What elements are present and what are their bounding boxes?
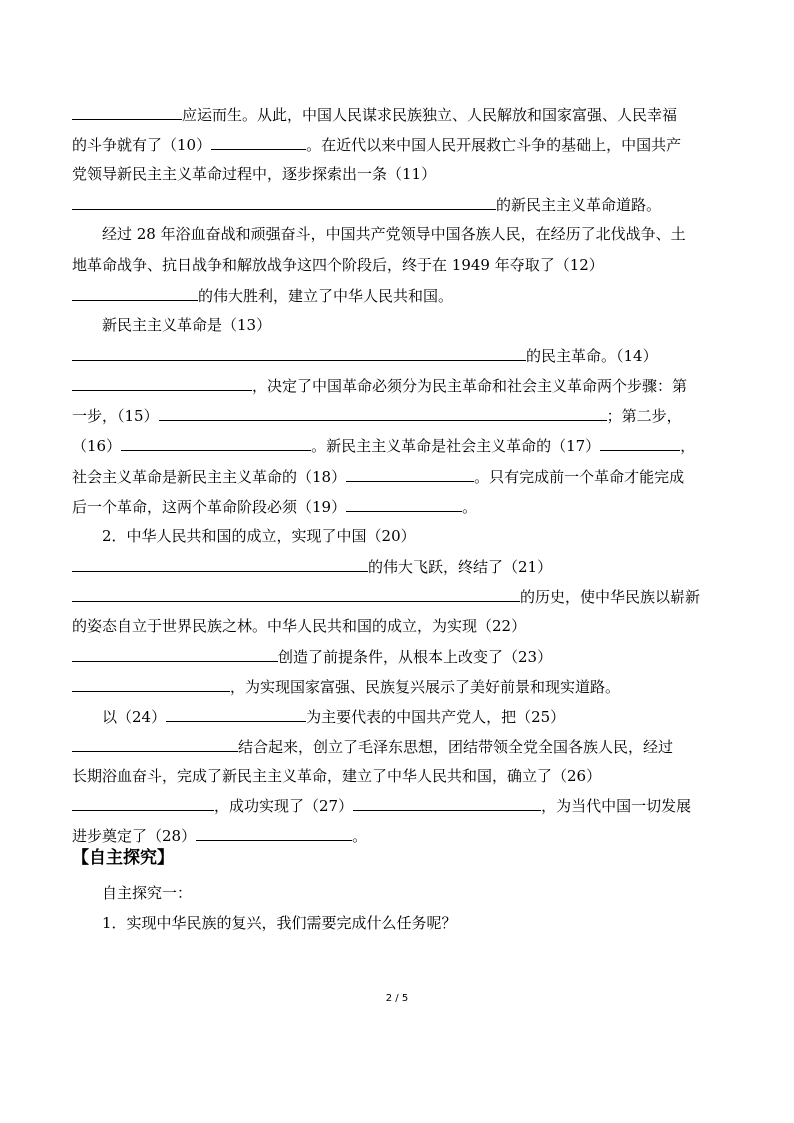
text-segment: ，为实现国家富强、民族复兴展示了美好前景和现实道路。 xyxy=(230,678,621,696)
text-segment: 社会主义革命是新民主主义革命的（18） xyxy=(72,468,347,486)
fill-in-blank[interactable] xyxy=(72,586,520,602)
text-line xyxy=(72,134,681,155)
text-segment: 的历史，使中华民族以崭新 xyxy=(520,588,701,606)
text-segment: 的民主革命。（14） xyxy=(526,347,658,365)
text-segment: ， xyxy=(680,437,696,455)
text-segment: 地革命战争、抗日战争和解放战争这四个阶段后，终于在 1949 年夺取了（12） xyxy=(72,256,604,274)
text-segment: 党领导新民主主义革命过程中，逐步探索出一条（11） xyxy=(72,165,437,183)
text-segment: 的新民主主义革命道路。 xyxy=(496,196,662,214)
text-line xyxy=(72,466,684,487)
text-segment: 进步奠定了（28） xyxy=(72,827,197,845)
fill-in-blank[interactable] xyxy=(346,466,474,482)
text-line xyxy=(72,345,658,366)
fill-in-blank[interactable] xyxy=(346,496,462,512)
text-line xyxy=(72,255,604,275)
text-segment: ；第二步， xyxy=(606,407,682,425)
section-title: 【自主探究】 xyxy=(72,848,174,868)
text-segment: 自主探究一： xyxy=(102,884,193,902)
text-segment: 。只有完成前一个革命才能完成 xyxy=(474,468,685,486)
text-line xyxy=(72,496,477,517)
fill-in-blank[interactable] xyxy=(72,676,230,692)
fill-in-blank[interactable] xyxy=(600,435,680,451)
text-line xyxy=(102,883,192,903)
text-segment: 长期浴血奋斗，完成了新民主主义革命，建立了中华人民共和国，确立了（26） xyxy=(72,767,602,785)
text-line xyxy=(72,766,601,786)
text-line xyxy=(72,285,453,306)
text-segment: 的斗争就有了（10） xyxy=(72,136,212,154)
text-line xyxy=(102,706,565,727)
fill-in-blank[interactable] xyxy=(159,405,607,421)
text-segment: 为主要代表的中国共产党人，把（25） xyxy=(306,708,566,726)
fill-in-blank[interactable] xyxy=(72,104,182,120)
fill-in-blank[interactable] xyxy=(121,435,311,451)
text-line xyxy=(72,616,526,636)
text-line xyxy=(72,646,552,667)
text-line xyxy=(72,104,677,125)
fill-in-blank[interactable] xyxy=(72,375,252,391)
text-segment: 经过 28 年浴血奋战和顽强奋斗，中国共产党领导中国各族人民，在经历了北伐战争、土 xyxy=(102,225,686,243)
text-line xyxy=(72,795,691,816)
text-segment: 的伟大胜利，建立了中华人民共和国。 xyxy=(198,287,454,305)
text-segment: 结合起来，创立了毛泽东思想，团结带领全党全国各族人民，经过 xyxy=(238,738,674,756)
text-segment: 新民主主义革命是（13） xyxy=(102,316,272,334)
fill-in-blank[interactable] xyxy=(72,795,214,811)
fill-in-blank[interactable] xyxy=(353,795,541,811)
text-segment: ，决定了中国革命必须分为民主革命和社会主义革命两个步骤：第 xyxy=(252,377,688,395)
text-line xyxy=(72,194,661,215)
text-segment: ，成功实现了（27） xyxy=(214,797,354,815)
text-line xyxy=(102,224,686,244)
fill-in-blank[interactable] xyxy=(72,646,278,662)
text-segment: 的姿态自立于世界民族之林。中华人民共和国的成立，为实现（22） xyxy=(72,617,527,635)
fill-in-blank[interactable] xyxy=(72,736,238,752)
text-line xyxy=(102,526,416,546)
text-line xyxy=(72,676,620,697)
fill-in-blank[interactable] xyxy=(72,556,368,572)
text-segment: 应运而生。从此，中国人民谋求民族独立、人民解放和国家富强、人民幸福 xyxy=(182,106,678,124)
text-segment: 2．中华人民共和国的成立，实现了中国（20） xyxy=(102,527,416,545)
text-line xyxy=(72,405,682,426)
text-segment: 创造了前提条件，从根本上改变了（23） xyxy=(278,648,553,666)
text-segment: 后一个革命，这两个革命阶段必须（19） xyxy=(72,498,347,516)
text-line xyxy=(72,586,700,607)
text-segment: 。新民主主义革命是社会主义革命的（17） xyxy=(311,437,601,455)
text-segment: 。 xyxy=(462,498,478,516)
text-segment: 一步，（15） xyxy=(72,407,159,425)
text-line xyxy=(72,375,687,396)
page-number: 2 / 5 xyxy=(385,993,409,1004)
text-line xyxy=(72,164,436,184)
fill-in-blank[interactable] xyxy=(211,134,306,150)
text-segment: 以（24） xyxy=(102,708,167,726)
text-segment: 。 xyxy=(352,827,368,845)
text-line xyxy=(72,736,673,757)
fill-in-blank[interactable] xyxy=(166,706,306,722)
text-segment: 1．实现中华民族的复兴，我们需要完成什么任务呢？ xyxy=(102,914,457,932)
text-segment: 。在近代以来中国人民开展救亡斗争的基础上，中国共产 xyxy=(306,136,682,154)
text-line xyxy=(102,913,457,933)
text-segment: ，为当代中国一切发展 xyxy=(541,797,692,815)
text-line xyxy=(72,435,695,456)
text-segment: 的伟大飞跃，终结了（21） xyxy=(368,558,553,576)
fill-in-blank[interactable] xyxy=(72,345,526,361)
text-segment: （16） xyxy=(72,437,122,455)
text-line xyxy=(102,315,271,335)
text-line xyxy=(72,556,552,577)
fill-in-blank[interactable] xyxy=(72,285,198,301)
fill-in-blank[interactable] xyxy=(72,194,496,210)
fill-in-blank[interactable] xyxy=(196,825,352,841)
